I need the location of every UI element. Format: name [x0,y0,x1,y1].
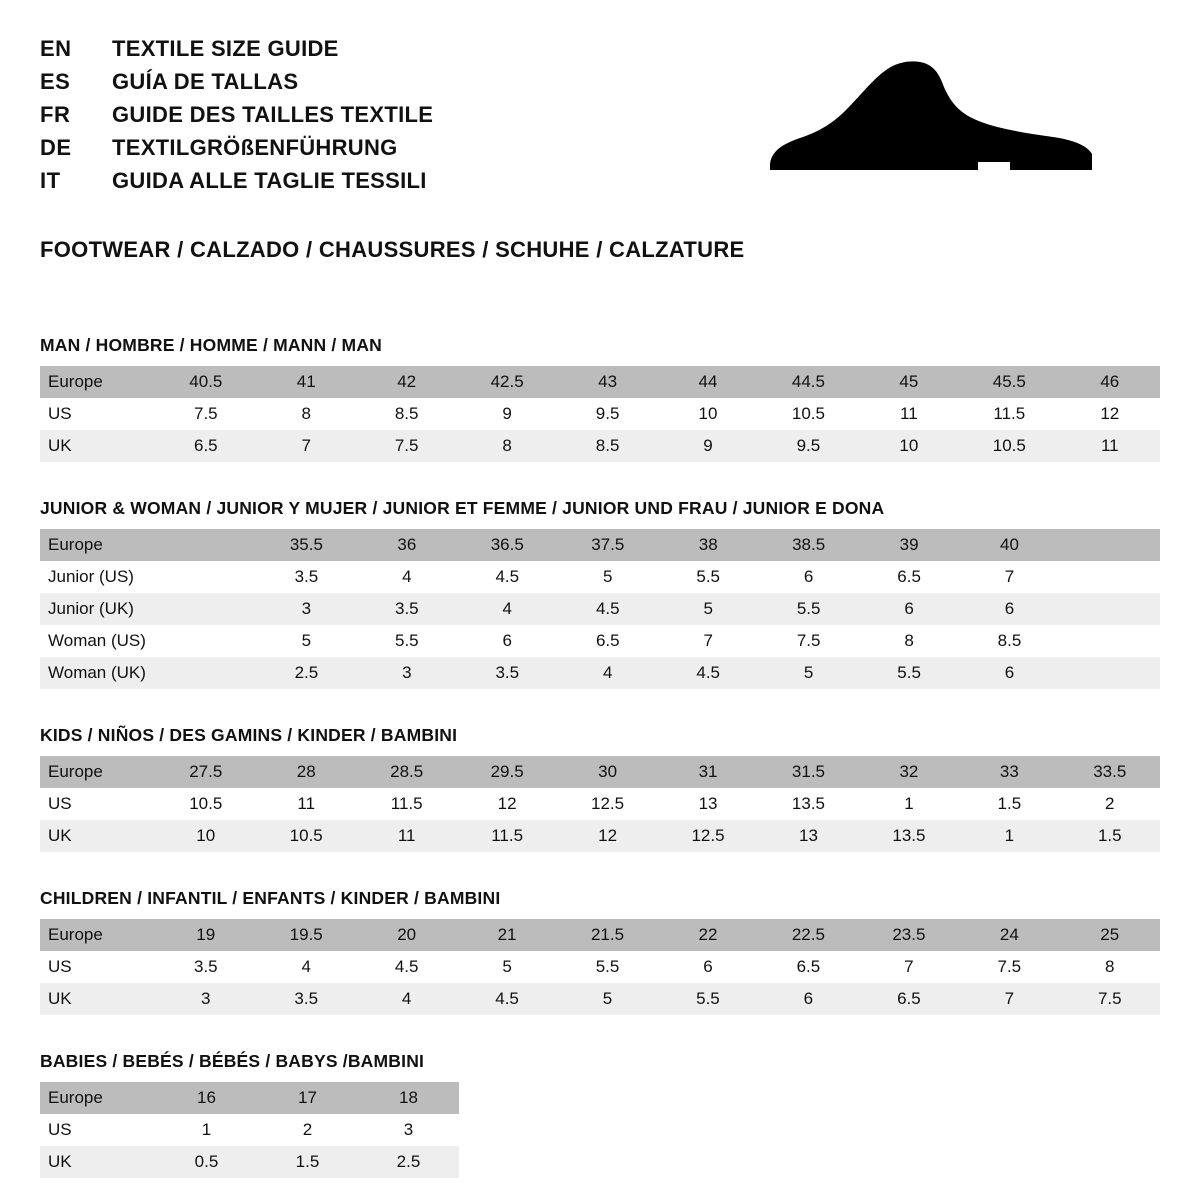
cell: 3.5 [457,657,557,689]
cell: 6 [959,657,1059,689]
cell: 11 [256,788,356,820]
cell: 13.5 [758,788,858,820]
block-title: CHILDREN / INFANTIL / ENFANTS / KINDER / BAMBINI [40,888,501,908]
cell: 6.5 [859,983,959,1015]
cell: 5 [457,951,557,983]
cell: 8 [1060,951,1160,983]
cell: 7.5 [758,625,858,657]
cell [156,529,256,561]
table-row [40,398,1160,430]
cell: 35.5 [256,529,356,561]
table-row [40,529,1160,561]
table-row [40,919,1160,951]
block-title: JUNIOR & WOMAN / JUNIOR Y MUJER / JUNIOR ET FEMME / JUNIOR UND FRAU / JUNIOR E DONA [40,498,885,518]
cell: 6 [758,983,858,1015]
cell: 33 [959,756,1059,788]
cell: 6 [658,951,758,983]
cell [1060,561,1160,593]
language-row [40,102,433,135]
cell: 4.5 [457,983,557,1015]
table-row [40,1114,459,1146]
language-code: FR [40,102,71,127]
cell: 11 [859,398,959,430]
cell: 10.5 [256,820,356,852]
cell: 4.5 [558,593,658,625]
row-label: UK [40,430,156,462]
cell: 11.5 [457,820,557,852]
table-row [40,366,1160,398]
row-label: US [40,788,156,820]
cell: 40.5 [156,366,257,398]
cell: 22 [658,919,758,951]
cell: 6 [758,561,858,593]
cell: 0.5 [156,1146,257,1178]
cell: 5 [558,561,658,593]
cell: 30 [557,756,657,788]
cell: 42 [356,366,456,398]
size-block-children [40,888,1160,1015]
cell: 12.5 [557,788,657,820]
cell: 25 [1060,919,1160,951]
size-table [40,756,1160,852]
cell: 6.5 [558,625,658,657]
cell: 10.5 [758,398,859,430]
cell: 31.5 [758,756,858,788]
cell: 1.5 [959,788,1059,820]
cell: 4 [357,561,457,593]
table-row [40,820,1160,852]
cell: 4 [356,983,456,1015]
table-row [40,593,1160,625]
cell: 9 [658,430,758,462]
block-title: BABIES / BEBÉS / BÉBÉS / BABYS /BAMBINI [40,1051,425,1071]
cell: 5.5 [658,561,758,593]
cell: 5.5 [859,657,959,689]
cell: 5 [658,593,758,625]
cell: 44.5 [758,366,859,398]
cell: 44 [658,366,758,398]
table-row [40,1082,459,1114]
cell: 36 [357,529,457,561]
size-table [40,1082,459,1178]
cell: 12 [457,788,557,820]
cell: 46 [1060,366,1160,398]
block-title: MAN / HOMBRE / HOMME / MANN / MAN [40,335,382,355]
cell: 8.5 [557,430,657,462]
cell: 6 [859,593,959,625]
cell: 13 [658,788,758,820]
cell: 6.5 [859,561,959,593]
cell: 1 [859,788,959,820]
row-label: US [40,951,156,983]
cell: 1 [156,1114,257,1146]
cell: 42.5 [457,366,558,398]
cell: 3 [357,657,457,689]
cell: 3.5 [156,951,256,983]
row-label: US [40,398,156,430]
row-label: Europe [40,366,156,398]
cell: 10.5 [959,430,1060,462]
cell: 3.5 [357,593,457,625]
cell: 23.5 [859,919,959,951]
cell: 5 [557,983,657,1015]
cell: 37.5 [558,529,658,561]
language-title: TEXTILE SIZE GUIDE [112,36,339,61]
cell: 27.5 [156,756,256,788]
cell: 2 [1060,788,1160,820]
language-title: GUIDE DES TAILLES TEXTILE [112,102,434,127]
cell: 39 [859,529,959,561]
cell: 1.5 [257,1146,358,1178]
cell: 45 [859,366,959,398]
cell: 5.5 [658,983,758,1015]
row-label: UK [40,820,156,852]
row-label: Junior (US) [40,561,156,593]
dress-shoe-icon [760,58,1100,193]
cell: 3.5 [256,983,356,1015]
cell: 43 [557,366,657,398]
cell: 9.5 [557,398,657,430]
cell: 7 [959,983,1059,1015]
cell: 5.5 [557,951,657,983]
cell: 38.5 [758,529,858,561]
cell: 8.5 [959,625,1059,657]
size-table [40,919,1160,1015]
cell: 7 [859,951,959,983]
cell: 8 [256,398,356,430]
cell: 36.5 [457,529,557,561]
cell: 4 [457,593,557,625]
cell: 3 [256,593,356,625]
cell: 9.5 [758,430,859,462]
cell: 41 [256,366,356,398]
cell: 6.5 [758,951,858,983]
cell: 7 [256,430,356,462]
cell: 12.5 [658,820,758,852]
row-label: Europe [40,1082,156,1114]
row-label: Woman (UK) [40,657,156,689]
language-row [40,69,433,102]
cell: 13.5 [859,820,959,852]
cell: 8.5 [356,398,456,430]
cell: 13 [758,820,858,852]
cell: 3.5 [256,561,356,593]
language-title: TEXTILGRÖßENFÜHRUNG [112,135,398,160]
cell: 19 [156,919,256,951]
language-code: IT [40,168,61,193]
language-code: DE [40,135,72,160]
row-label: Europe [40,919,156,951]
cell: 3 [156,983,256,1015]
cell: 11.5 [356,788,456,820]
cell: 22.5 [758,919,858,951]
cell: 7.5 [156,398,257,430]
cell: 5 [758,657,858,689]
language-title: GUIDA ALLE TAGLIE TESSILI [112,168,427,193]
cell: 4.5 [457,561,557,593]
cell: 24 [959,919,1059,951]
cell [156,625,256,657]
language-code: EN [40,36,72,61]
cell: 31 [658,756,758,788]
cell: 6.5 [156,430,257,462]
cell [1060,529,1160,561]
row-label: Woman (US) [40,625,156,657]
cell: 7.5 [356,430,456,462]
cell: 18 [358,1082,459,1114]
cell: 2.5 [358,1146,459,1178]
language-title: GUÍA DE TALLAS [112,69,299,94]
cell: 6 [457,625,557,657]
row-label: UK [40,1146,156,1178]
row-label: Europe [40,529,156,561]
cell: 6 [959,593,1059,625]
cell [156,657,256,689]
cell: 29.5 [457,756,557,788]
row-label: Europe [40,756,156,788]
cell: 10 [658,398,758,430]
cell: 10 [156,820,256,852]
cell: 2.5 [256,657,356,689]
cell: 17 [257,1082,358,1114]
table-row [40,983,1160,1015]
row-label: US [40,1114,156,1146]
size-table [40,529,1160,689]
cell: 21 [457,919,557,951]
row-label: Junior (UK) [40,593,156,625]
size-block-junior-woman [40,498,1160,689]
cell: 28.5 [356,756,456,788]
table-row [40,951,1160,983]
table-row [40,788,1160,820]
language-code: ES [40,69,71,94]
cell: 11 [356,820,456,852]
cell [156,593,256,625]
cell: 28 [256,756,356,788]
cell: 7.5 [1060,983,1160,1015]
size-table [40,366,1160,462]
cell: 4 [558,657,658,689]
table-row [40,430,1160,462]
cell: 11 [1060,430,1160,462]
cell: 16 [156,1082,257,1114]
cell: 8 [457,430,558,462]
cell: 7 [959,561,1059,593]
cell: 2 [257,1114,358,1146]
row-label: UK [40,983,156,1015]
cell: 10 [859,430,959,462]
language-row [40,168,433,201]
table-row [40,1146,459,1178]
cell: 7 [658,625,758,657]
size-block-babies [40,1051,1160,1178]
cell: 45.5 [959,366,1060,398]
cell [1060,593,1160,625]
cell: 10.5 [156,788,256,820]
page-header [40,36,1160,201]
cell: 33.5 [1060,756,1160,788]
cell: 9 [457,398,558,430]
cell: 8 [859,625,959,657]
cell [1060,625,1160,657]
cell: 21.5 [557,919,657,951]
table-row [40,756,1160,788]
table-row [40,561,1160,593]
footwear-section-title: FOOTWEAR / CALZADO / CHAUSSURES / SCHUHE / CALZATURE [40,237,745,262]
cell: 20 [356,919,456,951]
cell: 38 [658,529,758,561]
cell: 5 [256,625,356,657]
cell: 4 [256,951,356,983]
cell: 32 [859,756,959,788]
size-block-kids [40,725,1160,852]
cell: 12 [1060,398,1160,430]
cell [156,561,256,593]
block-title: KIDS / NIÑOS / DES GAMINS / KINDER / BAMBINI [40,725,458,745]
cell: 12 [557,820,657,852]
language-row [40,36,433,69]
size-block-man [40,335,1160,462]
cell: 11.5 [959,398,1060,430]
cell: 5.5 [758,593,858,625]
table-row [40,657,1160,689]
cell [1060,657,1160,689]
language-row [40,135,433,168]
table-row [40,625,1160,657]
cell: 40 [959,529,1059,561]
cell: 5.5 [357,625,457,657]
cell: 19.5 [256,919,356,951]
cell: 1.5 [1060,820,1160,852]
cell: 4.5 [356,951,456,983]
cell: 4.5 [658,657,758,689]
cell: 7.5 [959,951,1059,983]
cell: 1 [959,820,1059,852]
language-title-list [40,36,433,201]
cell: 3 [358,1114,459,1146]
